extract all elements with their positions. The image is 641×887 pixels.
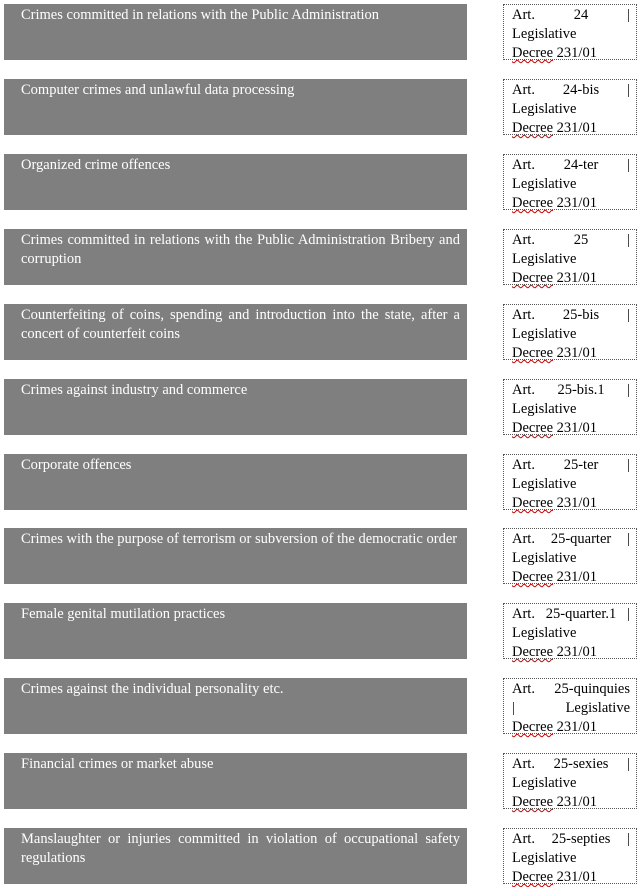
article-line: [512, 605, 630, 624]
article-reference: [503, 603, 637, 659]
decree-code: 231/01: [556, 270, 597, 286]
article-art: Art.: [512, 457, 535, 473]
crime-description: Computer crimes and unlawful data processing: [4, 79, 467, 135]
decree-label: Decree: [512, 195, 554, 211]
article-num: 24-bis: [562, 82, 600, 98]
article-art: Art.: [512, 531, 535, 547]
decree-label: Decree: [512, 345, 554, 361]
article-sep: |: [627, 382, 630, 398]
legislative-line: [512, 549, 630, 568]
table-row: [0, 828, 641, 885]
table-row: [0, 4, 641, 61]
article-num: 25-ter: [563, 457, 599, 473]
article-reference: [503, 79, 637, 135]
article-num: 25-septies: [551, 831, 611, 847]
decree-line: [512, 868, 630, 887]
legislative-line: [512, 475, 630, 494]
decree-code: 231/01: [556, 345, 597, 361]
decree-label: Decree: [512, 569, 554, 585]
article-reference: [503, 154, 637, 210]
decree-code: 231/01: [556, 794, 597, 810]
decree-label: Decree: [512, 270, 554, 286]
article-art: Art.: [512, 831, 535, 847]
decree-line: [512, 344, 630, 363]
article-sep: |: [627, 831, 630, 847]
article-art: Art.: [512, 756, 535, 772]
article-num: 25-sexies: [553, 756, 609, 772]
decree-line: [512, 643, 630, 662]
legislative-line: [512, 400, 630, 419]
crime-description: Crimes committed in relations with the Public Administration Bribery and corruption: [4, 229, 467, 285]
legislative-label: Legislative: [512, 101, 577, 117]
article-art: Art.: [512, 382, 535, 398]
crime-description: Corporate offences: [4, 454, 467, 510]
article-sep: |: [512, 700, 515, 716]
article-art: Art.: [512, 157, 535, 173]
crime-description: Counterfeiting of coins, spending and introduction into the state, after a concert of counterfeit coins: [4, 304, 467, 360]
table-row: [0, 304, 641, 361]
legislative-label: Legislative: [512, 176, 577, 192]
decree-code: 231/01: [556, 195, 597, 211]
decree-label: Decree: [512, 794, 554, 810]
decree-code: 231/01: [556, 45, 597, 61]
decree-label: Decree: [512, 869, 554, 885]
article-art: Art.: [512, 7, 535, 23]
article-art: Art.: [512, 606, 535, 622]
legislative-line: [512, 849, 630, 868]
article-reference: [503, 678, 637, 734]
legislative-label: Legislative: [512, 850, 577, 866]
decree-line: [512, 718, 630, 737]
article-reference: [503, 753, 637, 809]
article-reference: [503, 828, 637, 884]
legislative-label: Legislative: [565, 700, 630, 716]
legislative-line: [512, 624, 630, 643]
crime-description: Crimes committed in relations with the Public Administration: [4, 4, 467, 60]
decree-line: [512, 793, 630, 812]
article-sep: |: [627, 7, 630, 23]
article-line: [512, 231, 630, 250]
article-reference: [503, 4, 637, 60]
table-row: [0, 154, 641, 211]
decree-line: [512, 269, 630, 288]
legislative-line: [512, 699, 630, 718]
decree-code: 231/01: [556, 869, 597, 885]
article-sep: |: [627, 457, 630, 473]
decree-code: 231/01: [556, 495, 597, 511]
decree-label: Decree: [512, 120, 554, 136]
crime-description: Manslaughter or injuries committed in violation of occupational safety regulations: [4, 828, 467, 884]
article-sep: |: [627, 157, 630, 173]
decree-code: 231/01: [556, 569, 597, 585]
decree-line: [512, 568, 630, 587]
crime-description: Financial crimes or market abuse: [4, 753, 467, 809]
legislative-label: Legislative: [512, 326, 577, 342]
crime-description: Crimes against industry and commerce: [4, 379, 467, 435]
decree-line: [512, 494, 630, 513]
article-reference: [503, 528, 637, 584]
legislative-line: [512, 175, 630, 194]
article-sep: |: [627, 82, 630, 98]
article-line: [512, 156, 630, 175]
legislative-line: [512, 325, 630, 344]
table-row: [0, 79, 641, 136]
decree-label: Decree: [512, 420, 554, 436]
table-row: [0, 678, 641, 735]
article-art: Art.: [512, 82, 535, 98]
decree-line: [512, 119, 630, 138]
article-line: [512, 81, 630, 100]
decree-code: 231/01: [556, 120, 597, 136]
article-num: 25-quarter.1: [545, 606, 617, 622]
table-row: [0, 753, 641, 810]
article-line: [512, 381, 630, 400]
decree-line: [512, 194, 630, 213]
article-line: [512, 755, 630, 774]
article-num: 25-bis.1: [557, 382, 605, 398]
article-reference: [503, 229, 637, 285]
decree-code: 231/01: [556, 719, 597, 735]
legislative-label: Legislative: [512, 401, 577, 417]
decree-code: 231/01: [556, 420, 597, 436]
article-num: 24: [573, 7, 589, 23]
crime-description: Female genital mutilation practices: [4, 603, 467, 659]
decree-label: Decree: [512, 644, 554, 660]
article-art: Art.: [512, 681, 535, 697]
legislative-line: [512, 25, 630, 44]
article-num: 25-quarter: [550, 531, 612, 547]
article-line: [512, 530, 630, 549]
article-num: 25: [573, 232, 589, 248]
article-num: 25-bis: [562, 307, 600, 323]
table-row: [0, 379, 641, 436]
crime-description: Crimes with the purpose of terrorism or subversion of the democratic order: [4, 528, 467, 584]
crime-description: Crimes against the individual personality etc.: [4, 678, 467, 734]
legislative-label: Legislative: [512, 26, 577, 42]
table-row: [0, 603, 641, 660]
legislative-label: Legislative: [512, 476, 577, 492]
table-row: [0, 528, 641, 585]
decree-label: Decree: [512, 45, 554, 61]
article-sep: |: [627, 756, 630, 772]
legislative-line: [512, 100, 630, 119]
legislative-label: Legislative: [512, 625, 577, 641]
decree-line: [512, 419, 630, 438]
article-line: [512, 306, 630, 325]
crime-description: Organized crime offences: [4, 154, 467, 210]
legislative-label: Legislative: [512, 775, 577, 791]
legislative-label: Legislative: [512, 251, 577, 267]
article-art: Art.: [512, 232, 535, 248]
article-sep: |: [627, 531, 630, 547]
table-row: [0, 454, 641, 511]
article-sep: |: [627, 232, 630, 248]
article-line: [512, 456, 630, 475]
legislative-line: [512, 250, 630, 269]
article-reference: [503, 454, 637, 510]
decree-label: Decree: [512, 719, 554, 735]
legislative-label: Legislative: [512, 550, 577, 566]
article-art: Art.: [512, 307, 535, 323]
legislative-line: [512, 774, 630, 793]
article-line: [512, 830, 630, 849]
article-line: [512, 680, 630, 699]
decree-code: 231/01: [556, 644, 597, 660]
article-reference: [503, 304, 637, 360]
article-sep: |: [627, 307, 630, 323]
table-row: [0, 229, 641, 286]
decree-line: [512, 44, 630, 63]
article-num: 25-quinquies: [554, 681, 630, 697]
decree-label: Decree: [512, 495, 554, 511]
article-sep: |: [627, 606, 630, 622]
article-reference: [503, 379, 637, 435]
article-num: 24-ter: [563, 157, 599, 173]
article-line: [512, 6, 630, 25]
